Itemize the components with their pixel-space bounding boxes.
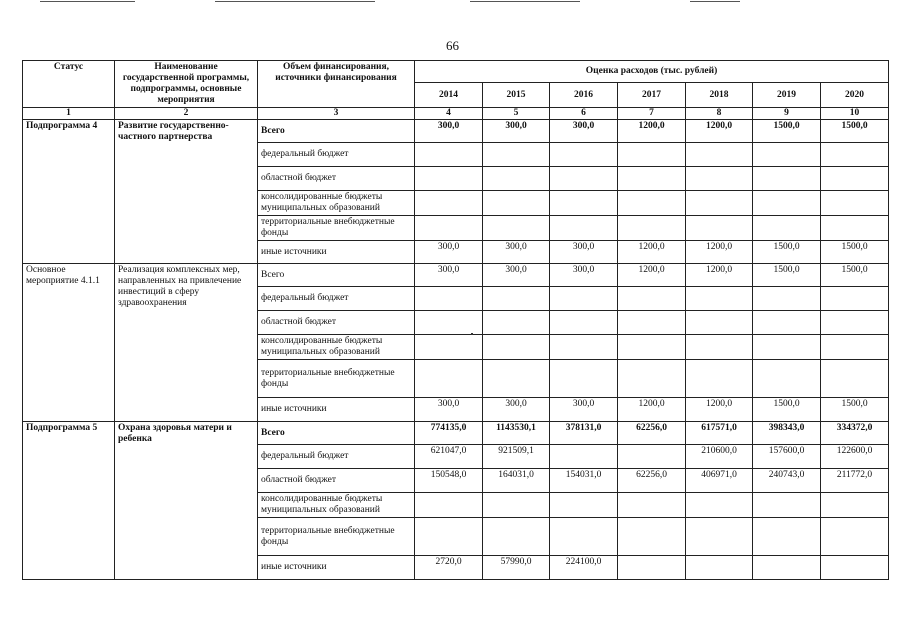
amount-cell [821,143,889,167]
amount-cell [753,191,821,216]
amount-cell [686,493,753,518]
amount-cell [483,191,550,216]
amount-cell [753,335,821,360]
amount-cell [753,556,821,580]
amount-cell [618,335,686,360]
amount-cell [618,493,686,518]
column-number: 3 [258,108,415,120]
amount-cell [753,311,821,335]
amount-cell: 1500,0 [821,398,889,422]
amount-cell: 164031,0 [483,469,550,493]
amount-cell: 300,0 [483,241,550,264]
amount-cell: 224100,0 [550,556,618,580]
amount-cell [753,287,821,311]
funding-source: федеральный бюджет [258,445,415,469]
amount-cell: 921509,1 [483,445,550,469]
column-number: 10 [821,108,889,120]
amount-cell [415,335,483,360]
amount-cell [753,143,821,167]
amount-cell: 1200,0 [686,398,753,422]
amount-cell [686,287,753,311]
amount-cell: 774135,0 [415,422,483,445]
amount-cell: 300,0 [415,120,483,143]
top-edge-line [40,1,135,2]
amount-cell [821,360,889,398]
funding-source: областной бюджет [258,469,415,493]
amount-cell [483,493,550,518]
amount-cell: 211772,0 [821,469,889,493]
amount-cell [550,143,618,167]
amount-cell: 300,0 [483,120,550,143]
amount-cell [618,311,686,335]
amount-cell: 300,0 [415,264,483,287]
amount-cell [415,143,483,167]
amount-cell: 1200,0 [618,398,686,422]
amount-cell [550,191,618,216]
amount-cell: 300,0 [550,120,618,143]
amount-cell [686,143,753,167]
amount-cell [686,335,753,360]
amount-cell: 300,0 [550,264,618,287]
amount-cell: 1200,0 [618,120,686,143]
section-status: Основное мероприятие 4.1.1 [23,264,115,422]
top-edge-line [215,1,375,2]
amount-cell [415,167,483,191]
amount-cell [821,167,889,191]
amount-cell [415,191,483,216]
amount-cell: 1200,0 [618,264,686,287]
amount-cell [753,216,821,241]
amount-cell: 1143530,1 [483,422,550,445]
amount-cell [618,556,686,580]
amount-cell: 300,0 [415,398,483,422]
amount-cell: 621047,0 [415,445,483,469]
amount-cell: 57990,0 [483,556,550,580]
amount-cell [550,360,618,398]
amount-cell: 1500,0 [821,120,889,143]
header-volume: Объем финансирования, источники финансирования [258,61,415,108]
amount-cell [618,143,686,167]
section-name: Развитие государственно-частного партнерства [115,120,258,264]
amount-cell: 1500,0 [753,398,821,422]
amount-cell [821,518,889,556]
amount-cell: 617571,0 [686,422,753,445]
amount-cell: 300,0 [415,241,483,264]
column-number: 4 [415,108,483,120]
funding-source: консолидированные бюджеты муниципальных образований [258,335,415,360]
amount-cell [483,518,550,556]
amount-cell [618,191,686,216]
amount-cell [686,167,753,191]
table-row [23,120,889,143]
amount-cell: 300,0 [550,241,618,264]
amount-cell: 240743,0 [753,469,821,493]
funding-source: территориальные внебюджетные фонды [258,216,415,241]
column-number: 9 [753,108,821,120]
amount-cell [483,287,550,311]
amount-cell [686,311,753,335]
amount-cell: 1500,0 [753,241,821,264]
funding-source: территориальные внебюджетные фонды [258,518,415,556]
amount-cell: 1500,0 [821,264,889,287]
amount-cell: 1200,0 [686,120,753,143]
column-number: 6 [550,108,618,120]
amount-cell [686,216,753,241]
funding-source: областной бюджет [258,311,415,335]
amount-cell: 157600,0 [753,445,821,469]
amount-cell: 210600,0 [686,445,753,469]
column-number: 5 [483,108,550,120]
amount-cell [415,311,483,335]
amount-cell [550,335,618,360]
amount-cell [415,216,483,241]
amount-cell: 122600,0 [821,445,889,469]
amount-cell [753,167,821,191]
funding-source: Всего [258,264,415,287]
amount-cell [550,493,618,518]
section-status: Подпрограмма 5 [23,422,115,580]
amount-cell [821,191,889,216]
amount-cell: 1500,0 [753,264,821,287]
header-name: Наименование государственной программы, подпрограммы, основные мероприятия [115,61,258,108]
amount-cell [618,216,686,241]
amount-cell [686,191,753,216]
amount-cell: 300,0 [550,398,618,422]
header-year: 2019 [753,83,821,108]
amount-cell: 406971,0 [686,469,753,493]
column-number: 7 [618,108,686,120]
amount-cell: 1500,0 [821,241,889,264]
amount-cell: 154031,0 [550,469,618,493]
amount-cell: 150548,0 [415,469,483,493]
amount-cell [821,335,889,360]
column-number: 8 [686,108,753,120]
amount-cell [550,445,618,469]
amount-cell: 1200,0 [686,241,753,264]
funding-source: консолидированные бюджеты муниципальных образований [258,191,415,216]
amount-cell [483,335,550,360]
amount-cell [483,216,550,241]
funding-source: иные источники [258,556,415,580]
header-year: 2018 [686,83,753,108]
amount-cell [618,518,686,556]
amount-cell: 398343,0 [753,422,821,445]
amount-cell: 1500,0 [753,120,821,143]
funding-source: иные источники [258,241,415,264]
header-year: 2017 [618,83,686,108]
table-row [23,264,889,287]
scan-speck [471,333,473,335]
amount-cell [618,445,686,469]
amount-cell: 378131,0 [550,422,618,445]
funding-source: федеральный бюджет [258,287,415,311]
section-name: Охрана здоровья матери и ребенка [115,422,258,580]
amount-cell [821,311,889,335]
amount-cell: 1200,0 [686,264,753,287]
top-edge-line [470,1,580,2]
header-year: 2015 [483,83,550,108]
amount-cell [415,493,483,518]
page-number: 66 [446,38,459,53]
amount-cell [550,216,618,241]
top-edge-line [690,1,740,2]
amount-cell [686,518,753,556]
funding-source: Всего [258,120,415,143]
header-year: 2016 [550,83,618,108]
funding-source: территориальные внебюджетные фонды [258,360,415,398]
amount-cell [415,518,483,556]
amount-cell [686,360,753,398]
amount-cell [821,287,889,311]
amount-cell [618,167,686,191]
funding-source: Всего [258,422,415,445]
amount-cell [550,311,618,335]
header-estimate: Оценка расходов (тыс. рублей) [415,61,889,83]
header-row [23,61,889,83]
amount-cell: 2720,0 [415,556,483,580]
amount-cell [686,556,753,580]
amount-cell [550,287,618,311]
funding-source: консолидированные бюджеты муниципальных образований [258,493,415,518]
amount-cell [483,167,550,191]
amount-cell: 300,0 [483,398,550,422]
column-number: 2 [115,108,258,120]
table-row [23,422,889,445]
column-number: 1 [23,108,115,120]
amount-cell [415,360,483,398]
amount-cell [821,493,889,518]
amount-cell [821,216,889,241]
amount-cell [483,143,550,167]
header-status: Статус [23,61,115,108]
amount-cell [618,287,686,311]
amount-cell [483,360,550,398]
expenditure-table [22,60,889,580]
column-number-row [23,108,889,120]
amount-cell [753,518,821,556]
header-year: 2014 [415,83,483,108]
amount-cell [550,518,618,556]
section-name: Реализация комплексных мер, направленных на привлечение инвестиций в сферу здравоохранения [115,264,258,422]
amount-cell: 62256,0 [618,469,686,493]
amount-cell [415,287,483,311]
amount-cell: 300,0 [483,264,550,287]
funding-source: федеральный бюджет [258,143,415,167]
amount-cell [753,360,821,398]
section-status: Подпрограмма 4 [23,120,115,264]
amount-cell [483,311,550,335]
amount-cell [753,493,821,518]
amount-cell: 1200,0 [618,241,686,264]
amount-cell [821,556,889,580]
amount-cell: 62256,0 [618,422,686,445]
funding-source: иные источники [258,398,415,422]
amount-cell: 334372,0 [821,422,889,445]
amount-cell [618,360,686,398]
funding-source: областной бюджет [258,167,415,191]
header-year: 2020 [821,83,889,108]
amount-cell [550,167,618,191]
